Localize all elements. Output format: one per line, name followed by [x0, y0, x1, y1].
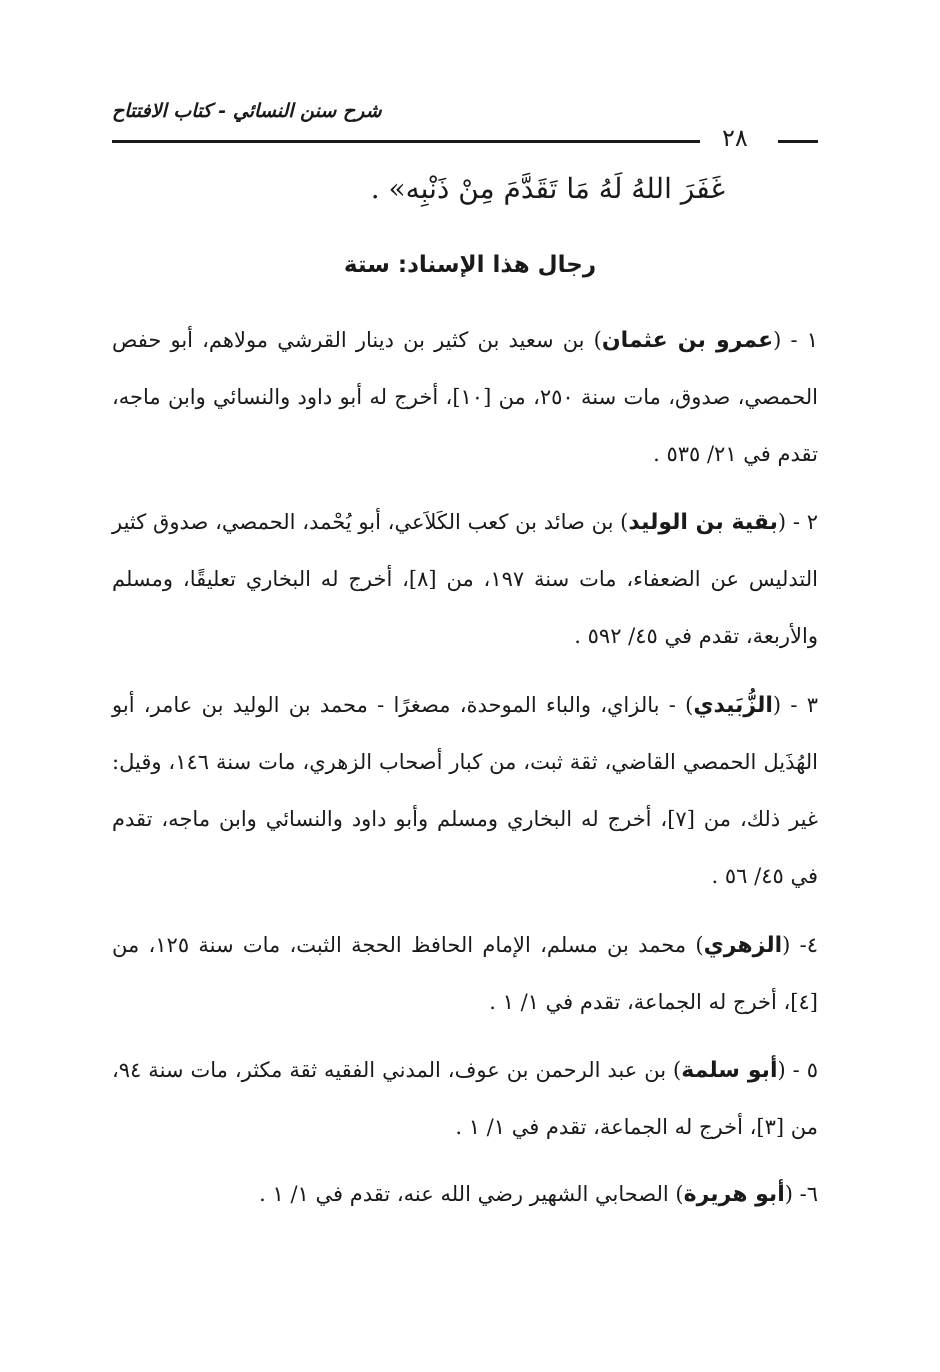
narrator-name: أبو هريرة — [683, 1182, 785, 1207]
entry-text: ) الصحابي الشهير رضي الله عنه، تقدم في ١/ ١ . — [259, 1182, 684, 1206]
entry-number: ٢ - ( — [777, 510, 819, 534]
narrator-name: أبو سلمة — [681, 1058, 778, 1083]
entry-number: ٤- ( — [782, 933, 819, 957]
page-number: ٢٨ — [722, 124, 748, 152]
header-rule — [112, 140, 700, 143]
entry-number: ٦- ( — [784, 1182, 818, 1206]
narrator-name: الزُّبَيدي — [693, 693, 773, 718]
narrator-name: عمرو بن عثمان — [601, 328, 774, 353]
narrator-name: بقية بن الوليد — [628, 510, 778, 535]
entry-number: ١ - ( — [773, 328, 819, 352]
narrator-entry — [112, 1166, 818, 1223]
entry-text: ) بن عبد الرحمن بن عوف، المدني الفقيه ثقة مكثر، مات سنة ٩٤، من [٣]، أخرج له الجماعة، تقدم في ١/ ١ . — [112, 1058, 818, 1139]
entry-text: ) بن سعيد بن كثير بن دينار القرشي مولاهم، أبو حفص الحمصي، صدوق، مات سنة ٢٥٠، من [١٠]، أخرج له أبو داود والنسائي وابن ماجه، تقدم في ٢١/ ٥٣٥ . — [112, 328, 818, 466]
narrator-entry — [112, 312, 818, 483]
narrator-name: الزهري — [703, 933, 783, 958]
entry-number: ٣ - ( — [772, 693, 819, 717]
narrator-entry — [112, 1042, 818, 1156]
entry-text: ) بن صائد بن كعب الكَلاَعي، أبو يُحْمد، الحمصي، صدوق كثير التدليس عن الضعفاء، مات سنة ١٩٧، من [٨]، أخرج له البخاري تعليقًا، ومسلم والأربعة، تقدم في ٤٥/ ٥٩٢ . — [112, 510, 818, 648]
narrator-entry — [112, 677, 818, 905]
hadith-quote-ending: غَفَرَ اللهُ لَهُ مَا تَقَدَّمَ مِنْ ذَنْبِه» . — [370, 172, 725, 205]
running-title: شرح سنن النسائي - كتاب الافتتاح — [112, 100, 382, 122]
entry-text: ) - بالزاي، والباء الموحدة، مصغرًا - محمد بن الوليد بن عامر، أبو الهُذَيل الحمصي القاضي، ثقة ثبت، من كبار أصحاب الزهري، مات سنة ١٤٦، وقيل: غير ذلك، من [٧]، أخرج له البخاري ومسلم وأبو داود والنسائي وابن ماجه، تقدم في ٤٥/ ٥٦ . — [112, 693, 818, 888]
entry-text: ) محمد بن مسلم، الإمام الحافظ الحجة الثبت، مات سنة ١٢٥، من [٤]، أخرج له الجماعة، تقدم في ١/ ١ . — [112, 933, 818, 1014]
header-rule-short — [778, 140, 818, 143]
entry-number: ٥ - ( — [777, 1058, 819, 1082]
narrator-entry — [112, 917, 818, 1031]
narrator-entry — [112, 494, 818, 665]
section-heading: رجال هذا الإسناد: ستة — [343, 252, 597, 278]
